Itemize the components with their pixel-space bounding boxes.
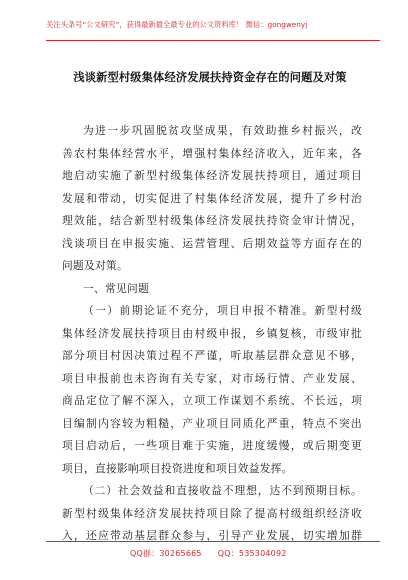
paragraph-line: 项目申报前也未咨询有关专家，对市场行情、产业发展、	[62, 371, 362, 385]
paragraph-line: 理效能，结合新型村级集体经济发展扶持资金审计情况，	[62, 214, 362, 227]
header-divider	[46, 40, 380, 41]
paragraph-line: 商品定位了解不深入，立项工作谋划不系统、不长远，项	[62, 394, 362, 407]
footer-divider	[46, 541, 380, 542]
document-body	[62, 120, 362, 548]
paragraph-line: 项目启动后，一些项目难于实施，进度缓慢，或后期变更	[62, 439, 362, 452]
paragraph-line: 部分项目村因决策过程不严谨，听取基层群众意见不够，	[62, 349, 362, 362]
qq-number: QQ：535304092	[217, 549, 287, 558]
qq-group-number: QQ群：30265665	[130, 549, 202, 558]
paragraph-line: 为进一步巩固脱贫攻坚成果，有效助推乡村振兴，改	[83, 124, 362, 137]
paragraph-line: 发展和带动，切实促进了村集体经济发展，提升了乡村治	[62, 191, 362, 205]
paragraph-line: 入，还应带动基层群众参与，引导产业发展，切实增加群	[62, 529, 362, 542]
section-heading: 一、常见问题	[83, 281, 149, 295]
paragraph-line: 目编制内容较为粗糙，产业项目同质化严重，特点不突出	[62, 416, 362, 430]
paragraph-line: 浅谈项目在申报实施、运营管理、后期效益等方面存在的	[62, 236, 362, 250]
paragraph-line: （二）社会效益和直接收益不理想，达不到预期目标。	[83, 484, 362, 497]
paragraph-line: 地启动实施了新型村级集体经济发展扶持项目，通过项目	[62, 169, 362, 182]
paragraph-line: 项目，直接影响项目投资进度和项目效益发挥。	[62, 461, 293, 475]
paragraph-line: 善农村集体经营水平，增强村集体经济收入，近年来，各	[62, 146, 362, 160]
footer-contact	[130, 548, 287, 559]
paragraph-line: 问题及对策。	[62, 259, 128, 272]
header-note: 关注头条号“公文研究”，获得最新最全最专业的公文资料库！ 微信：gongwenyj	[46, 20, 308, 29]
document-title: 浅谈新型村级集体经济发展扶持资金存在的问题及对策	[73, 71, 347, 84]
paragraph-line: 新型村级集体经济发展扶持项目除了提高村级组织经济收	[62, 506, 362, 520]
paragraph-line: （一）前期论证不充分，项目申报不精准。新型村级	[83, 304, 362, 317]
paragraph-line: 集体经济发展扶持项目由村级申报，乡镇复核，市级审批	[62, 326, 362, 340]
